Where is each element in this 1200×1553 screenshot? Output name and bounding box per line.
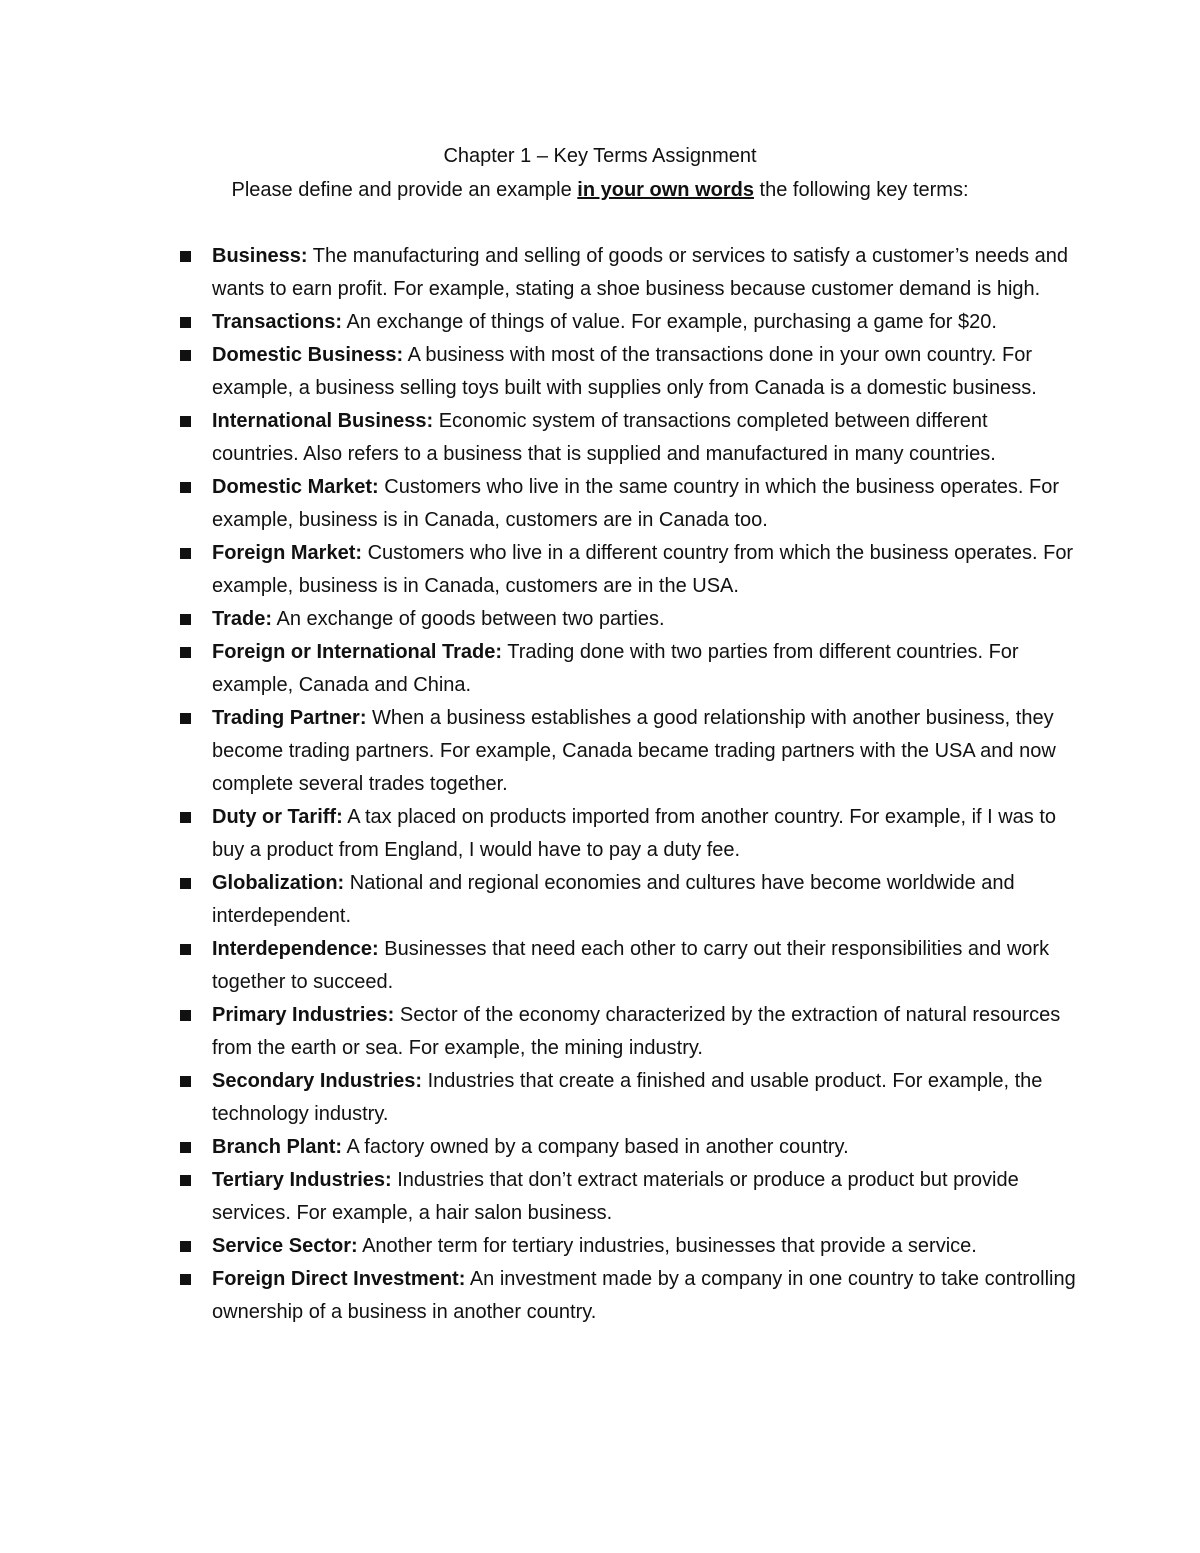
term-definition: Customers who live in the same country in which the business operates. For example, business is in Canada, customers are in Canada too. <box>212 476 1060 531</box>
square-bullet-icon <box>180 713 191 724</box>
square-bullet-icon <box>180 944 191 955</box>
square-bullet-icon <box>180 647 191 658</box>
term-item <box>178 867 1078 933</box>
term-item <box>178 339 1078 405</box>
square-bullet-icon <box>180 614 191 625</box>
term-name: Interdependence: <box>212 938 379 960</box>
square-bullet-icon <box>180 350 191 361</box>
square-bullet-icon <box>180 1241 191 1252</box>
term-name: Foreign Market: <box>212 542 363 564</box>
term-name: Branch Plant: <box>212 1136 343 1158</box>
term-item <box>178 1263 1078 1329</box>
term-item <box>178 1164 1078 1230</box>
term-definition: An exchange of things of value. For example, purchasing a game for $20. <box>342 311 997 333</box>
instructions-text-start: Please define and provide an example <box>231 179 578 201</box>
square-bullet-icon <box>180 812 191 823</box>
term-item <box>178 636 1078 702</box>
square-bullet-icon <box>180 482 191 493</box>
term-definition: Customers who live in a different country from which the business operates. For example, business is in Canada, customers are in the USA. <box>212 542 1074 597</box>
term-definition: Industries that don’t extract materials or produce a product but provide services. For example, a hair salon business. <box>212 1169 1019 1224</box>
term-definition: Economic system of transactions completed between different countries. Also refers to a business that is supplied and manufactured in many countries. <box>212 410 996 465</box>
term-item <box>178 1230 1078 1263</box>
document-title: Chapter 1 – Key Terms Assignment <box>443 145 757 167</box>
term-name: Primary Industries: <box>212 1004 395 1026</box>
term-name: Secondary Industries: <box>212 1070 423 1092</box>
term-item <box>178 1065 1078 1131</box>
square-bullet-icon <box>180 548 191 559</box>
term-item <box>178 537 1078 603</box>
term-definition: A tax placed on products imported from another country. For example, if I was to buy a product from England, I would have to pay a duty fee. <box>212 806 1057 861</box>
term-definition: A factory owned by a company based in another country. <box>342 1136 849 1158</box>
term-definition: A business with most of the transactions done in your own country. For example, a business selling toys built with supplies only from Canada is a domestic business. <box>212 344 1037 399</box>
key-terms-list <box>178 240 1078 1329</box>
term-name: Transactions: <box>212 311 343 333</box>
term-name: International Business: <box>212 410 434 432</box>
term-name: Business: <box>212 245 308 267</box>
term-definition: An exchange of goods between two parties. <box>272 608 665 630</box>
term-name: Foreign or International Trade: <box>212 641 503 663</box>
square-bullet-icon <box>180 1010 191 1021</box>
term-item <box>178 240 1078 306</box>
term-definition: Businesses that need each other to carry out their responsibilities and work together to succeed. <box>212 938 1050 993</box>
term-name: Duty or Tariff: <box>212 806 343 828</box>
instructions <box>0 176 1200 204</box>
term-name: Globalization: <box>212 872 345 894</box>
term-name: Tertiary Industries: <box>212 1169 392 1191</box>
square-bullet-icon <box>180 1175 191 1186</box>
term-definition: The manufacturing and selling of goods or services to satisfy a customer’s needs and wants to earn profit. For example, stating a shoe business because customer demand is high. <box>212 245 1069 300</box>
square-bullet-icon <box>180 1274 191 1285</box>
term-item <box>178 1131 1078 1164</box>
term-item <box>178 801 1078 867</box>
term-definition: Industries that create a finished and usable product. For example, the technology industry. <box>212 1070 1043 1125</box>
term-definition: An investment made by a company in one country to take controlling ownership of a business in another country. <box>212 1268 1076 1323</box>
term-item <box>178 306 1078 339</box>
term-name: Domestic Business: <box>212 344 404 366</box>
term-definition: When a business establishes a good relationship with another business, they become trading partners. For example, Canada became trading partners with the USA and now complete several trades together. <box>212 707 1056 795</box>
term-item <box>178 999 1078 1065</box>
instructions-emphasis: in your own words <box>577 179 754 201</box>
square-bullet-icon <box>180 416 191 427</box>
term-definition: Another term for tertiary industries, businesses that provide a service. <box>357 1235 977 1257</box>
instructions-text-end: the following key terms: <box>753 179 969 201</box>
term-name: Foreign Direct Investment: <box>212 1268 466 1290</box>
square-bullet-icon <box>180 251 191 262</box>
square-bullet-icon <box>180 317 191 328</box>
term-definition: National and regional economies and cultures have become worldwide and interdependent. <box>212 872 1015 927</box>
term-item <box>178 933 1078 999</box>
term-item <box>178 603 1078 636</box>
term-definition: Trading done with two parties from different countries. For example, Canada and China. <box>212 641 1019 696</box>
term-item <box>178 471 1078 537</box>
square-bullet-icon <box>180 1076 191 1087</box>
square-bullet-icon <box>180 1142 191 1153</box>
term-name: Trade: <box>212 608 273 630</box>
square-bullet-icon <box>180 878 191 889</box>
term-name: Domestic Market: <box>212 476 379 498</box>
term-definition: Sector of the economy characterized by the extraction of natural resources from the earth or sea. For example, the mining industry. <box>212 1004 1061 1059</box>
term-name: Service Sector: <box>212 1235 358 1257</box>
term-name: Trading Partner: <box>212 707 367 729</box>
term-item <box>178 702 1078 801</box>
term-item <box>178 405 1078 471</box>
